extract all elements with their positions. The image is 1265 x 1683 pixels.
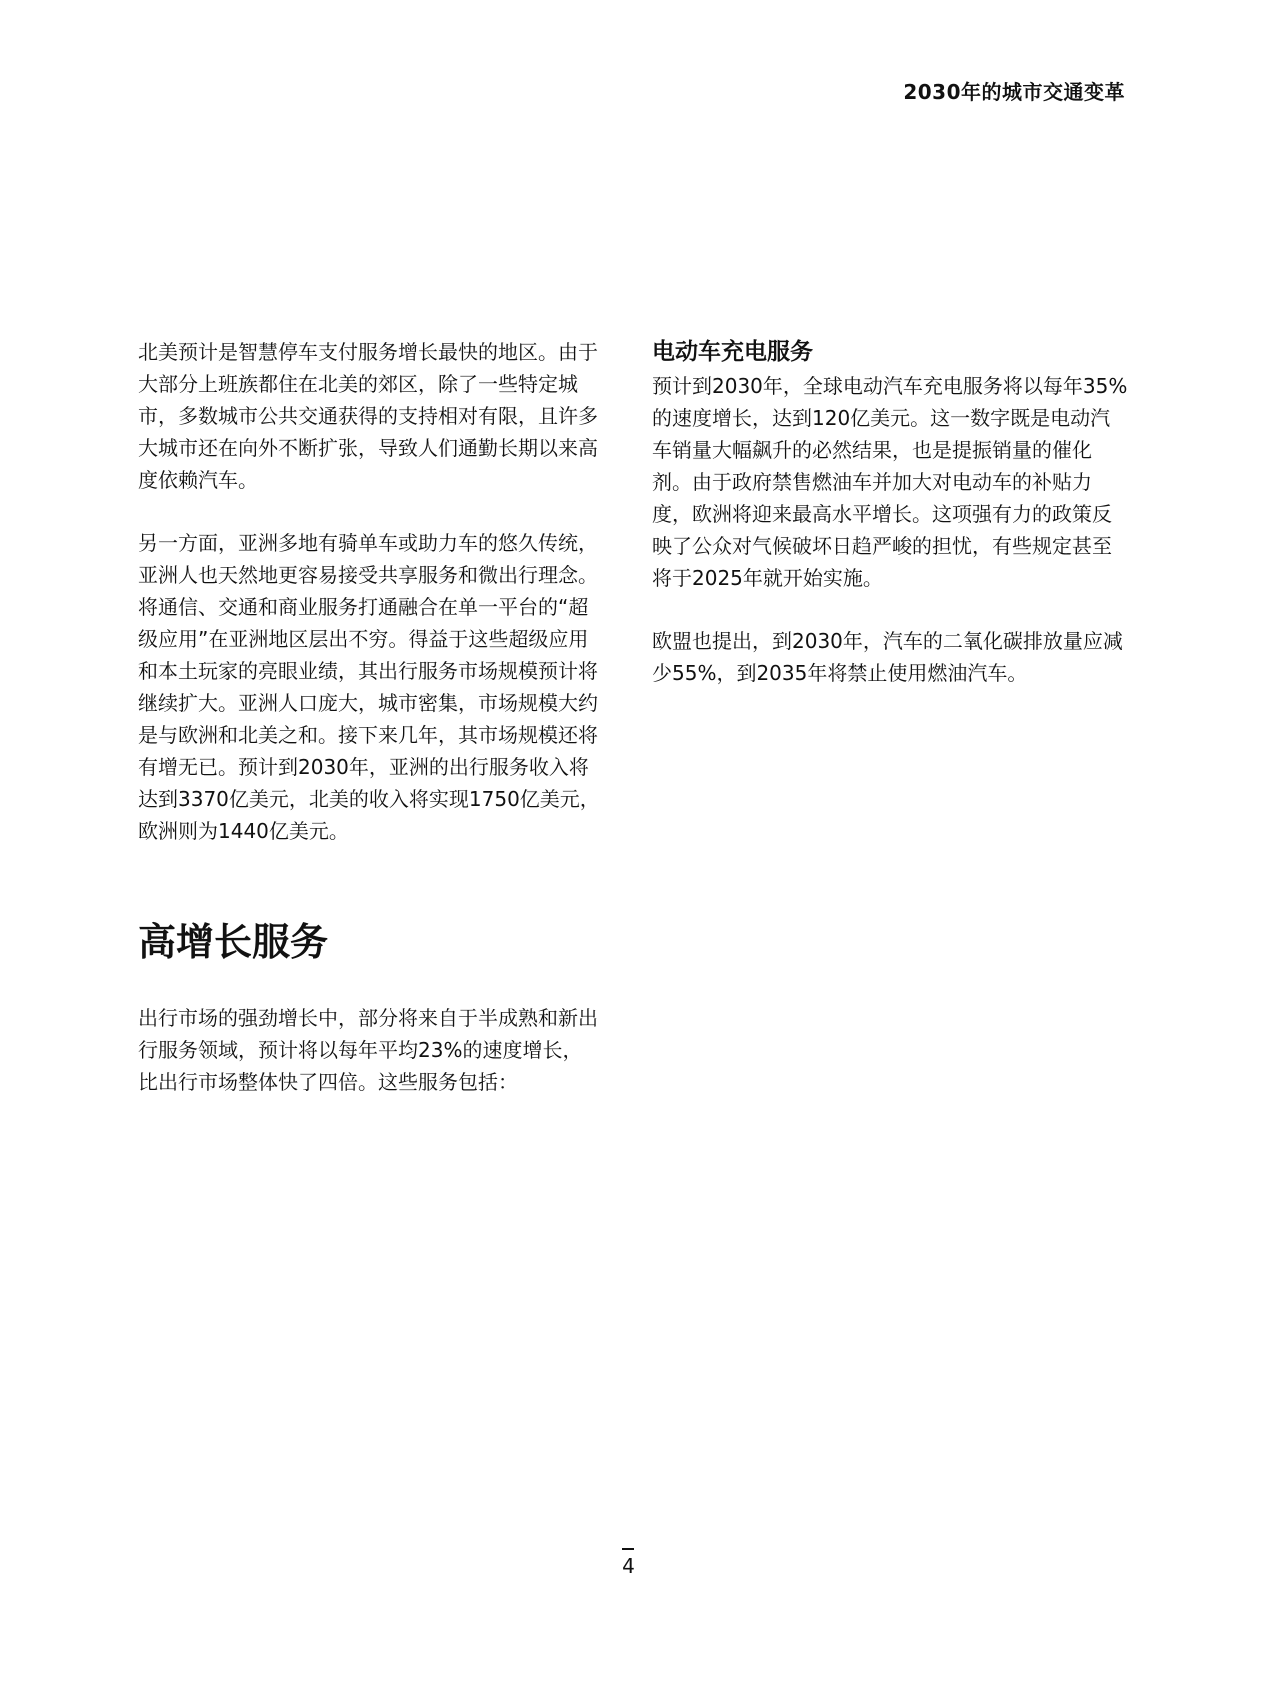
section-body-text: 出行市场的强劲增长中，部分将来自于半成熟和新出行服务领域，预计将以每年平均23%的速度增长，比出行市场整体快了四倍。这些服务包括：: [138, 1006, 598, 1094]
page-number: 4: [622, 1554, 635, 1578]
running-header-title: 2030年的城市交通变革: [903, 80, 1125, 104]
left-column: [138, 336, 608, 878]
right-paragraph-ev-growth: 预计到2030年，全球电动汽车充电服务将以每年35%的速度增长，达到120亿美元。这一数字既是电动汽车销量大幅飙升的必然结果，也是提振销量的催化剂。由于政府禁售燃油车并加大对电动车的补贴力度，欧洲将迎来最高水平增长。这项强有力的政策反映了公众对气候破坏日趋严峻的担忧，有些规定甚至将于2025年就开始实施。: [652, 374, 1128, 590]
section-heading-high-growth: 高增长服务: [138, 920, 329, 964]
right-paragraph-eu-targets: 欧盟也提出，到2030年，汽车的二氧化碳排放量应减少55%，到2035年将禁止使用燃油汽车。: [652, 629, 1123, 685]
left-paragraph-north-america: 北美预计是智慧停车支付服务增长最快的地区。由于大部分上班族都住在北美的郊区，除了一些特定城市，多数城市公共交通获得的支持相对有限，且许多大城市还在向外不断扩张，导致人们通勤长期以来高度依赖汽车。: [138, 340, 598, 492]
footer-divider: [622, 1548, 634, 1550]
ev-charging-subheading: 电动车充电服务: [652, 339, 813, 365]
left-paragraph-asia: 另一方面，亚洲多地有骑单车或助力车的悠久传统，亚洲人也天然地更容易接受共享服务和微出行理念。将通信、交通和商业服务打通融合在单一平台的“超级应用”在亚洲地区层出不穷。得益于这些超级应用和本土玩家的亮眼业绩，其出行服务市场规模预计将继续扩大。亚洲人口庞大，城市密集，市场规模大约 是与欧洲和北美之和。接下来几年，其市场规模还将有增无已。预计到2030年，亚洲的出行服务收入将达到3370亿美元，北美的收入将实现1750亿美元，欧洲则为1440亿美元。: [138, 531, 600, 843]
right-column: [652, 336, 1130, 720]
